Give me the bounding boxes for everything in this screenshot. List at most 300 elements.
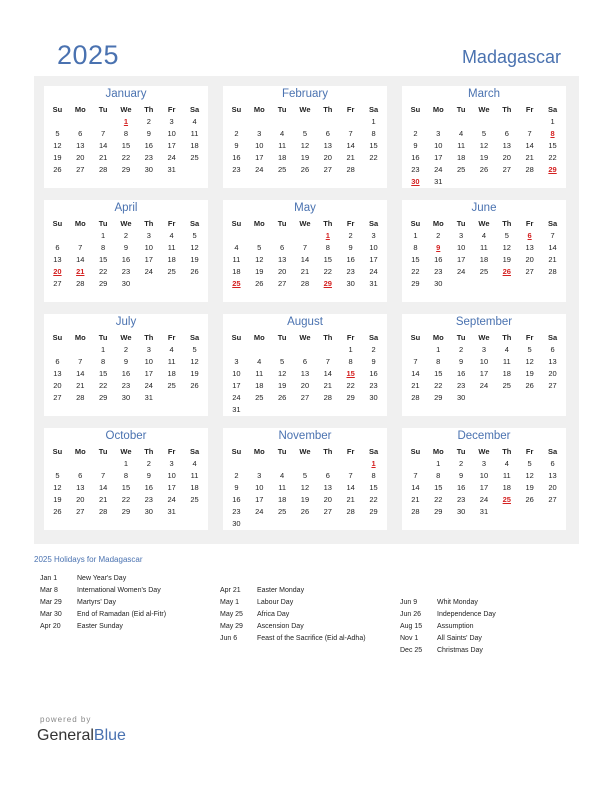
weekday-header: Fr [525, 104, 534, 114]
holiday-list-column-1 [40, 573, 166, 633]
weekday-header: Tu [277, 104, 287, 114]
weekday-header: We [120, 104, 132, 114]
weekday-header: Su [52, 104, 63, 114]
day-cell: 21 [548, 254, 557, 264]
day-cell: 15 [121, 482, 131, 492]
weekday-header: We [478, 218, 490, 228]
day-cell: 23 [144, 152, 153, 162]
day-cell: 9 [123, 356, 129, 366]
empty-cell [69, 343, 92, 355]
month-name: August [287, 316, 323, 328]
day-cell: 20 [323, 494, 332, 504]
day-cell: 11 [255, 368, 264, 378]
weekday-header: Th [144, 446, 154, 456]
weekday-header: Su [231, 446, 242, 456]
day-cell: 19 [53, 152, 62, 162]
holiday-day-cell: 1 [371, 458, 376, 468]
day-cell: 27 [53, 278, 62, 288]
weekday-header: Su [410, 218, 421, 228]
holiday-list-column-2 [220, 585, 366, 645]
day-cell: 4 [459, 128, 464, 138]
holiday-day-cell: 25 [502, 494, 511, 504]
day-cell: 3 [146, 344, 151, 354]
day-cell: 12 [300, 140, 310, 150]
weekday-header: Fr [346, 446, 355, 456]
weekday-header: Tu [98, 332, 108, 342]
day-cell: 24 [456, 266, 466, 276]
day-cell: 4 [280, 128, 285, 138]
powered-by-text: powered by [40, 715, 92, 724]
empty-cell [362, 163, 385, 175]
empty-cell [225, 343, 248, 355]
day-cell: 3 [436, 128, 441, 138]
generalblue-logo[interactable] [37, 727, 126, 745]
day-cell: 26 [479, 164, 489, 174]
holidays-title: 2025 Holidays for Madagascar [34, 555, 143, 564]
holiday-list-item [400, 597, 496, 609]
weekday-header: Th [323, 446, 333, 456]
day-cell: 21 [98, 494, 108, 504]
day-cell: 20 [76, 494, 85, 504]
day-cell: 25 [479, 266, 489, 276]
holiday-name: All Saints' Day [437, 635, 482, 642]
holiday-list-item [220, 597, 366, 609]
day-cell: 17 [144, 368, 153, 378]
empty-cell [69, 115, 92, 127]
day-cell: 12 [277, 368, 287, 378]
weekday-header: Su [52, 332, 63, 342]
holiday-list-item [40, 621, 166, 633]
day-cell: 6 [325, 470, 330, 480]
day-cell: 6 [302, 356, 308, 366]
day-cell: 26 [190, 380, 199, 390]
month-october [44, 428, 208, 530]
day-cell: 7 [78, 242, 83, 252]
day-cell: 23 [121, 380, 131, 390]
weekday-header: Fr [167, 332, 176, 342]
day-cell: 31 [167, 506, 176, 516]
holiday-date: Aug 15 [400, 623, 423, 630]
day-cell: 18 [232, 266, 241, 276]
day-cell: 14 [411, 368, 420, 378]
day-cell: 3 [371, 230, 376, 240]
day-cell: 23 [369, 380, 378, 390]
day-cell: 24 [144, 380, 153, 390]
day-cell: 15 [121, 140, 131, 150]
day-cell: 26 [525, 494, 534, 504]
day-cell: 4 [481, 230, 487, 240]
empty-cell [541, 277, 564, 289]
weekday-header: Su [52, 446, 63, 456]
day-cell: 3 [169, 116, 174, 126]
weekday-header: Sa [547, 218, 558, 228]
day-cell: 24 [167, 152, 176, 162]
month-table [404, 103, 564, 187]
day-cell: 15 [434, 482, 443, 492]
day-cell: 24 [369, 266, 378, 276]
day-cell: 25 [277, 164, 287, 174]
day-cell: 28 [411, 392, 420, 402]
weekday-header: Fr [346, 332, 355, 342]
month-table [46, 217, 206, 289]
day-cell: 15 [411, 254, 420, 264]
month-may [223, 200, 387, 302]
empty-cell [294, 343, 317, 355]
day-cell: 10 [144, 242, 153, 252]
day-cell: 7 [550, 230, 555, 240]
empty-cell [339, 457, 362, 469]
day-cell: 12 [479, 140, 489, 150]
holiday-date: May 1 [220, 599, 240, 606]
holiday-name: Martyrs' Day [77, 599, 117, 606]
day-cell: 1 [550, 116, 555, 126]
empty-cell [248, 115, 271, 127]
holiday-date: Mar 30 [40, 611, 62, 618]
empty-cell [225, 457, 248, 469]
day-cell: 12 [300, 482, 310, 492]
day-cell: 3 [459, 230, 464, 240]
empty-cell [450, 115, 473, 127]
holiday-name: New Year's Day [77, 575, 127, 582]
day-cell: 29 [369, 506, 378, 516]
day-cell: 6 [78, 128, 83, 138]
day-cell: 27 [76, 164, 85, 174]
day-cell: 24 [255, 506, 264, 516]
month-name: March [468, 88, 500, 100]
holiday-date: Jun 26 [400, 611, 422, 618]
day-cell: 24 [144, 266, 153, 276]
day-cell: 28 [98, 164, 108, 174]
empty-cell [316, 115, 339, 127]
day-cell: 18 [190, 140, 199, 150]
day-cell: 19 [277, 380, 287, 390]
empty-cell [248, 229, 271, 241]
weekday-header: Mo [74, 446, 86, 456]
month-march [402, 86, 566, 188]
day-cell: 8 [123, 128, 129, 138]
holiday-list-item [40, 597, 166, 609]
weekday-header: Sa [189, 332, 200, 342]
day-cell: 21 [346, 152, 355, 162]
day-cell: 17 [479, 482, 489, 492]
day-cell: 13 [525, 242, 534, 252]
day-cell: 20 [76, 152, 85, 162]
day-cell: 18 [277, 494, 287, 504]
day-cell: 16 [434, 254, 443, 264]
day-cell: 21 [323, 380, 332, 390]
empty-cell [518, 115, 541, 127]
month-name: June [471, 202, 497, 214]
day-cell: 2 [123, 230, 129, 240]
holiday-name: Independence Day [437, 611, 496, 618]
weekday-header: Su [410, 332, 421, 342]
day-cell: 13 [277, 254, 287, 264]
day-cell: 14 [300, 254, 310, 264]
day-cell: 17 [456, 254, 466, 264]
empty-cell [271, 343, 294, 355]
day-cell: 13 [53, 254, 62, 264]
month-table [404, 445, 564, 517]
empty-cell [339, 517, 362, 529]
day-cell: 28 [411, 506, 420, 516]
weekday-header: We [478, 446, 490, 456]
day-cell: 8 [101, 242, 106, 252]
day-cell: 19 [525, 482, 534, 492]
empty-cell [183, 505, 206, 517]
weekday-header: Tu [277, 218, 287, 228]
month-table [46, 445, 206, 517]
day-cell: 2 [146, 458, 151, 468]
day-cell: 29 [434, 392, 443, 402]
day-cell: 4 [280, 470, 285, 480]
day-cell: 30 [456, 506, 466, 516]
day-cell: 29 [98, 392, 108, 402]
day-cell: 7 [325, 356, 330, 366]
weekday-header: We [299, 218, 311, 228]
weekday-header: Sa [547, 104, 558, 114]
day-cell: 19 [53, 494, 62, 504]
day-cell: 16 [456, 482, 466, 492]
weekday-header: Sa [189, 446, 200, 456]
day-cell: 18 [190, 482, 199, 492]
holiday-list-item [400, 609, 496, 621]
day-cell: 28 [346, 506, 355, 516]
weekday-header: Tu [456, 218, 466, 228]
day-cell: 16 [369, 368, 378, 378]
weekday-header: We [299, 332, 311, 342]
day-cell: 1 [123, 458, 129, 468]
day-cell: 20 [277, 266, 287, 276]
month-table [225, 331, 385, 415]
day-cell: 12 [502, 242, 511, 252]
empty-cell [495, 505, 518, 517]
day-cell: 30 [144, 506, 153, 516]
weekday-header: Fr [346, 218, 355, 228]
day-cell: 29 [434, 506, 443, 516]
month-february [223, 86, 387, 188]
day-cell: 14 [98, 140, 108, 150]
day-cell: 9 [459, 470, 464, 480]
day-cell: 30 [434, 278, 443, 288]
empty-cell [248, 517, 271, 529]
holiday-day-cell: 29 [548, 164, 557, 174]
day-cell: 23 [456, 380, 466, 390]
day-cell: 23 [456, 494, 466, 504]
day-cell: 5 [55, 128, 60, 138]
weekday-header: We [478, 104, 490, 114]
day-cell: 16 [144, 482, 153, 492]
empty-cell [225, 229, 248, 241]
holiday-name: Easter Sunday [77, 623, 123, 630]
day-cell: 19 [300, 152, 310, 162]
holiday-date: Jan 1 [40, 575, 58, 582]
day-cell: 9 [123, 242, 129, 252]
day-cell: 19 [502, 254, 511, 264]
day-cell: 2 [436, 230, 441, 240]
day-cell: 24 [232, 392, 241, 402]
day-cell: 22 [98, 380, 108, 390]
month-name: January [105, 88, 147, 100]
empty-cell [450, 175, 473, 187]
day-cell: 15 [323, 254, 332, 264]
holiday-date: May 29 [220, 623, 243, 630]
empty-cell [541, 505, 564, 517]
month-table [404, 217, 564, 289]
holiday-list-item [40, 609, 166, 621]
day-cell: 31 [232, 404, 241, 414]
empty-cell [271, 229, 294, 241]
empty-cell [46, 229, 69, 241]
day-cell: 2 [146, 116, 151, 126]
day-cell: 31 [479, 506, 489, 516]
empty-cell [427, 115, 450, 127]
empty-cell [362, 403, 385, 415]
day-cell: 4 [234, 242, 239, 252]
day-cell: 26 [255, 278, 264, 288]
empty-cell [271, 115, 294, 127]
day-cell: 22 [323, 266, 332, 276]
holiday-day-cell: 1 [123, 116, 129, 126]
day-cell: 2 [234, 128, 239, 138]
day-cell: 30 [144, 164, 153, 174]
month-april [44, 200, 208, 302]
empty-cell [495, 175, 518, 187]
holiday-name: End of Ramadan (Eid al-Fitr) [77, 611, 167, 618]
day-cell: 20 [525, 254, 534, 264]
day-cell: 13 [76, 140, 85, 150]
day-cell: 28 [98, 506, 108, 516]
day-cell: 1 [101, 230, 106, 240]
holiday-name: Assumption [437, 623, 474, 630]
day-cell: 16 [346, 254, 355, 264]
holiday-list-item [400, 621, 496, 633]
day-cell: 19 [190, 254, 199, 264]
day-cell: 2 [123, 344, 129, 354]
day-cell: 3 [146, 230, 151, 240]
day-cell: 9 [413, 140, 418, 150]
empty-cell [316, 457, 339, 469]
day-cell: 24 [434, 164, 443, 174]
empty-cell [183, 391, 206, 403]
holiday-date: Mar 8 [40, 587, 58, 594]
weekday-header: Mo [432, 446, 444, 456]
day-cell: 4 [192, 458, 197, 468]
weekday-header: Th [144, 332, 154, 342]
holiday-list-item [220, 633, 366, 645]
empty-cell [404, 115, 427, 127]
empty-cell [271, 457, 294, 469]
day-cell: 7 [101, 470, 106, 480]
holiday-name: Christmas Day [437, 647, 483, 654]
weekday-header: Tu [98, 218, 108, 228]
empty-cell [46, 115, 69, 127]
day-cell: 16 [456, 368, 466, 378]
day-cell: 12 [53, 140, 62, 150]
day-cell: 5 [504, 230, 509, 240]
empty-cell [69, 229, 92, 241]
day-cell: 27 [323, 164, 332, 174]
holiday-list-item [400, 633, 496, 645]
weekday-header: Tu [98, 104, 108, 114]
weekday-header: Tu [277, 446, 287, 456]
day-cell: 18 [167, 368, 176, 378]
weekday-header: Sa [368, 446, 379, 456]
day-cell: 7 [348, 470, 353, 480]
empty-cell [518, 505, 541, 517]
day-cell: 5 [527, 344, 532, 354]
empty-cell [294, 229, 317, 241]
empty-cell [92, 115, 115, 127]
empty-cell [248, 403, 271, 415]
day-cell: 11 [502, 356, 511, 366]
day-cell: 14 [76, 254, 85, 264]
day-cell: 21 [411, 494, 420, 504]
day-cell: 29 [121, 164, 131, 174]
day-cell: 20 [323, 152, 332, 162]
day-cell: 23 [411, 164, 420, 174]
day-cell: 3 [257, 470, 262, 480]
day-cell: 5 [481, 128, 487, 138]
empty-cell [225, 115, 248, 127]
day-cell: 25 [255, 392, 264, 402]
month-table [225, 103, 385, 175]
day-cell: 9 [348, 242, 353, 252]
day-cell: 16 [144, 140, 153, 150]
day-cell: 30 [346, 278, 355, 288]
month-name: July [115, 316, 137, 328]
day-cell: 2 [234, 470, 239, 480]
weekday-header: Fr [525, 332, 534, 342]
day-cell: 22 [121, 152, 131, 162]
day-cell: 2 [371, 344, 376, 354]
holiday-day-cell: 20 [53, 266, 62, 276]
weekday-header: We [120, 446, 132, 456]
weekday-header: Th [323, 332, 333, 342]
day-cell: 22 [98, 266, 108, 276]
day-cell: 22 [346, 380, 355, 390]
holiday-name: Feast of the Sacrifice (Eid al-Adha) [257, 635, 366, 642]
holiday-list-item [220, 621, 366, 633]
weekday-header: We [478, 332, 490, 342]
day-cell: 20 [53, 380, 62, 390]
day-cell: 24 [167, 494, 176, 504]
day-cell: 10 [369, 242, 378, 252]
day-cell: 19 [479, 152, 489, 162]
day-cell: 13 [323, 482, 332, 492]
brand-blue: Blue [93, 727, 126, 744]
holiday-name: Ascension Day [257, 623, 304, 630]
day-cell: 8 [101, 356, 106, 366]
empty-cell [339, 115, 362, 127]
day-cell: 8 [436, 470, 441, 480]
holiday-date: Apr 21 [220, 587, 241, 594]
day-cell: 5 [302, 128, 308, 138]
weekday-header: Su [410, 446, 421, 456]
day-cell: 25 [277, 506, 287, 516]
page-title-year: 2025 [57, 40, 120, 70]
day-cell: 12 [525, 356, 534, 366]
empty-cell [339, 403, 362, 415]
day-cell: 28 [323, 392, 332, 402]
day-cell: 18 [502, 482, 511, 492]
empty-cell [541, 391, 564, 403]
day-cell: 25 [190, 494, 199, 504]
day-cell: 2 [459, 344, 464, 354]
day-cell: 10 [456, 242, 466, 252]
day-cell: 16 [121, 254, 131, 264]
month-name: April [114, 202, 138, 214]
day-cell: 3 [169, 458, 174, 468]
